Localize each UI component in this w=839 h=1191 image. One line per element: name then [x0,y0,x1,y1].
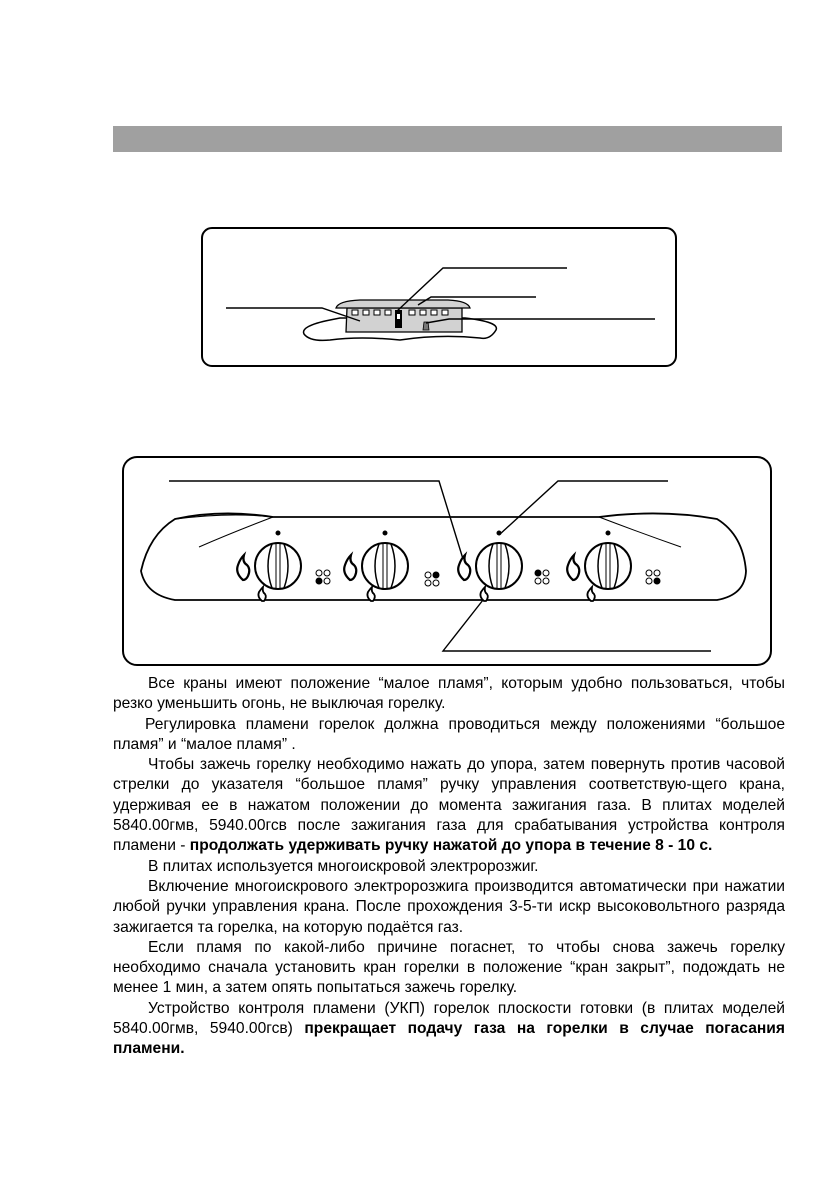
flame-control-text: Устройство контроля пламени (УКП) горелок плоскости готовки (в плитах моделей 5840.00гмв, 5940.00гсв) [113,999,785,1038]
ignition-hold-warning: продолжать удерживать ручку нажатой до упора в течение 8 - 10 с. [189,837,713,855]
paragraph-electric-ignition: В плитах используется многоискровой электророзжиг. [148,857,539,875]
control-panel-figure [121,455,773,667]
section-header-bar [113,126,782,152]
ignition-text: Чтобы зажечь горелку необходимо нажать до упора, затем повернуть против часовой стрелки до указателя “большое пламя” ручку управления соответствую-щего крана, удерживая ее в нажатом положении до момента зажигания газа. В плитах моделей 5840.00гмв, 5940.00гсв после зажигания газа для срабатывания устройства контроля пламени - [113,756,785,855]
paragraph-flame-out: Если пламя по какой-либо причине погаснет, то чтобы снова зажечь горелку необходимо сначала установить кран горелки в положение “кран закрыт”, подождать не менее 1 мин, а затем опять попытаться зажечь горелку. [113,938,785,997]
burner-side-view-figure [200,226,678,368]
paragraph-low-flame: Все краны имеют положение “малое пламя”, которым удобно пользоваться, чтобы резко уменьшить огонь, не выключая горелку. [113,675,785,713]
paragraph-flame-control-device [113,999,785,1060]
paragraph-spark-activation: Включение многоискрового электророзжига производится автоматически при нажатии любой ручки управления крана. После прохождения 3-5-ти искр высоковольтного разряда зажигается та горелка, на которую подаётся газ. [113,877,785,936]
paragraph-ignition [113,755,785,856]
flame-control-warning: прекращает подачу газа на горелки в случае погасания пламени. [113,1020,785,1058]
instructions-text [113,674,785,1060]
paragraph-flame-regulation: Регулировка пламени горелок должна проводиться между положениями “большое пламя” и “малое пламя” . [113,715,785,753]
